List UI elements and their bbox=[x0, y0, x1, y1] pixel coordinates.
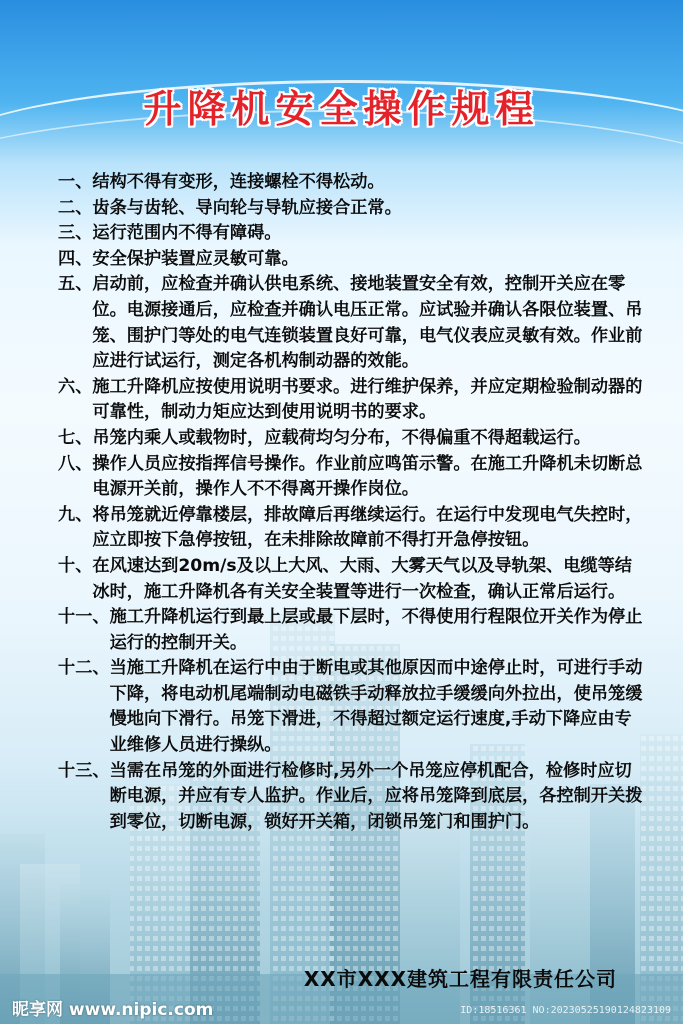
rule-item bbox=[58, 503, 643, 554]
rule-item bbox=[58, 452, 643, 503]
site-watermark: 昵享网 www.nipic.com bbox=[12, 1000, 214, 1020]
rule-number: 三、 bbox=[58, 223, 93, 244]
rule-number: 一、 bbox=[58, 172, 93, 192]
rule-text: 齿条与齿轮、导向轮与导轨应接合正常。 bbox=[92, 197, 402, 218]
rule-item bbox=[58, 375, 643, 426]
rule-text: 将吊笼就近停靠楼层，排故障后再继续运行。在运行中发现电气失控时，应立即按下急停按钮，在未排除故障前不得打开急停按钮。 bbox=[92, 504, 643, 551]
company-name: XX市XXX建筑工程有限责任公司 bbox=[303, 967, 617, 991]
rule-number: 八、 bbox=[58, 453, 93, 474]
rule-number: 十三、 bbox=[58, 760, 110, 781]
rule-item bbox=[58, 656, 643, 758]
image-id-label: ID:18516361 NO:20230525190124823109 bbox=[460, 1005, 671, 1016]
rules-list bbox=[58, 170, 643, 835]
rule-text: 结构不得有变形，连接螺栓不得松动。 bbox=[92, 172, 385, 192]
rule-number: 十一、 bbox=[58, 607, 110, 628]
rule-number: 十二、 bbox=[58, 658, 110, 679]
rule-text: 当需在吊笼的外面进行检修时,另外一个吊笼应停机配合，检修时应切断电源，并应有专人监护。作业后，应将吊笼降到底层，各控制开关拨到零位，切断电源，锁好开关箱，闭锁吊笼门和围护门。 bbox=[109, 760, 643, 832]
rule-text: 施工升降机应按使用说明书要求。进行维护保养，并应定期检验制动器的可靠性，制动力矩应达到使用说明书的要求。 bbox=[92, 376, 643, 423]
rule-item bbox=[58, 605, 643, 656]
rule-item bbox=[58, 196, 643, 222]
rule-text: 吊笼内乘人或载物时，应载荷均匀分布，不得偏重不得超载运行。 bbox=[92, 427, 591, 448]
rule-item bbox=[58, 221, 643, 247]
rule-number: 七、 bbox=[58, 427, 93, 448]
rule-text: 操作人员应按指挥信号操作。作业前应鸣笛示警。在施工升降机未切断总电源开关前，操作人不不得离开操作岗位。 bbox=[92, 453, 643, 500]
rule-number: 十、 bbox=[58, 555, 93, 576]
rule-item bbox=[58, 426, 643, 452]
rule-item bbox=[58, 759, 643, 836]
rule-text: 在风速达到20m/s及以上大风、大雨、大雾天气以及导轨架、电缆等结冰时，施工升降机各有关安全装置等进行一次检查，确认正常后运行。 bbox=[92, 555, 632, 602]
rule-text: 施工升降机运行到最上层或最下层时，不得使用行程限位开关作为停止运行的控制开关。 bbox=[109, 607, 643, 653]
rule-item bbox=[58, 272, 643, 374]
rule-number: 二、 bbox=[58, 197, 93, 218]
rule-item bbox=[58, 554, 643, 605]
rule-text: 当施工升降机在运行中由于断电或其他原因而中途停止时，可进行手动下降，将电动机尾端制动电磁铁手动释放拉手缓缓向外拉出，使吊笼缓慢地向下滑行。吊笼下滑进，不得超过额定运行速度,手动下降应由专业维修人员进行操纵。 bbox=[109, 658, 643, 756]
rule-number: 六、 bbox=[58, 376, 93, 397]
rule-item bbox=[58, 170, 643, 196]
rule-text: 运行范围内不得有障碍。 bbox=[92, 223, 282, 244]
rule-number: 五、 bbox=[58, 274, 93, 295]
rule-text: 安全保护装置应灵敏可靠。 bbox=[92, 248, 299, 269]
rule-item bbox=[58, 247, 643, 273]
rule-text: 启动前，应检查并确认供电系统、接地装置安全有效，控制开关应在零位。电源接通后，应检查并确认电压正常。应试验并确认各限位装置、吊笼、围护门等处的电气连锁装置良好可靠，电气仪表应灵敏有效。作业前应进行试运行，测定各机构制动器的效能。 bbox=[92, 274, 643, 372]
page-title: 升降机安全操作规程 bbox=[143, 87, 540, 131]
rule-number: 四、 bbox=[58, 248, 93, 269]
rule-number: 九、 bbox=[58, 504, 93, 525]
